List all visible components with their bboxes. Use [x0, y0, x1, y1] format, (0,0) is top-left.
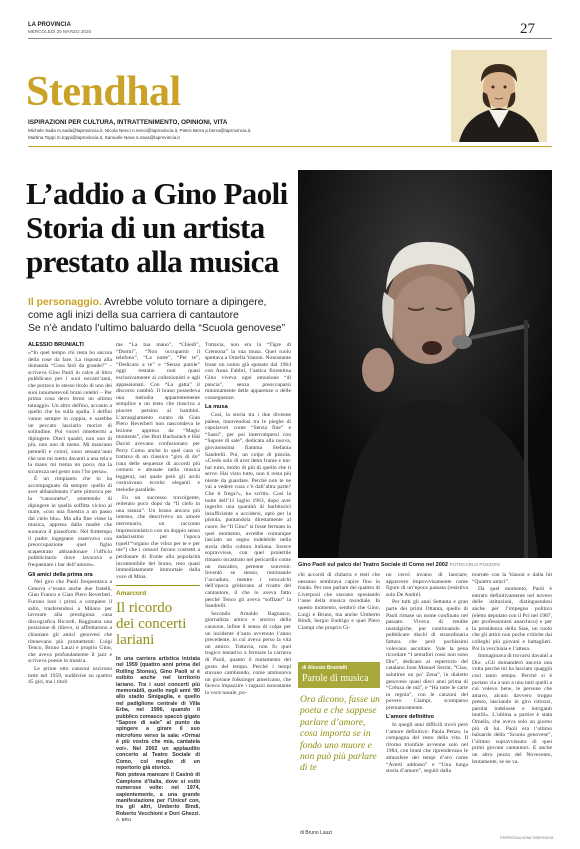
- deck-line-3: Se n’è andato l’ultimo baluardo della “Scuola genovese”: [28, 323, 286, 334]
- caption-text: Gino Paoli sul palco del Teatro Sociale di Como nel 2002: [298, 562, 449, 568]
- paragraph: Tuttavia, non era la “Tigre di Cremona” la sua musa. Quel ruolo spettava a Ornella Vanoni. Nonostante fosse un uomo già sposato dal 1964 con Anna Fabbri, l’antica fiorentina Gino viveva ogni emozione “di pancia”, senza preoccuparsi minimamente delle apparenze o delle conseguenze.: [205, 342, 291, 401]
- sidebar-title-line: dei concerti: [116, 616, 187, 632]
- paragraph: Così, la storia tra i due divenne palese, muovendosi tra le pieghe di capolavori come “Senza fine” e “Sassi”, per poi interrompersi con “Sapore di sale”, dedicata alla nuova, giovanissima fiamma Stefania Sandrelli. Poi, un colpo di pistola. «Credo solo di aver detto frame e me: hai tutto, molto di più di quello che ti serve. Hai visto tutto, non ti resta più niente da guardare. Perché non te ne vai a vedere cosa c’è dall’altra parte? Che ti frega?», ha scritto. Così la notte dell’11 luglio 1963, dopo aver ingerito una quantità di barbiturici insufficiente a uccidersi, optò per la pistola, puntandola direttamente al cuore. Se “Il Gino” si fosse fermato in quel momento, avrebbe comunque lasciato un segno indelebile nella storia della cultura italiana. Invece sopravvisse, con quel proiettile rimasto incastrato nel pericardio come un macabro, perenne souvenir. Inventò se stesso, ruminando l’accaduto, mentre i rotocalchi dell’epoca gridavano al ricatto del cantautore, il che lo aveva fatto perché Tenco gli aveva “soffiato” la Sandrelli.: [205, 411, 291, 610]
- article-column-5: [386, 572, 468, 840]
- photo-caption: [298, 562, 558, 568]
- quote-box-text: Ora dicono, fasse un poeta e che sappese parlare d’amore, cosa importa se in fondo uno muore e non può più parlare di te: [300, 694, 380, 774]
- article-column-3: [205, 342, 291, 840]
- issue-date: MERCOLEDÌ 25 MARZO 2026: [28, 29, 92, 34]
- paragraph: Da quel momento, Paoli è entrato definitivamente nel novero delle istituzioni, distinguendosi anche per l’impegno politico (eletto deputato con il Pci nel 1987, per professionisti anarchico) e per la presidenza della Siae, un ruolo che gli attirò non poche critiche dai colleghi più giovani e battaglieri. Poi la vecchiaia e l’attesa.: [472, 586, 552, 652]
- header-rule: [28, 38, 552, 39]
- sidebar-signature: A. BRU: [116, 817, 132, 823]
- subheading: La musa: [205, 404, 228, 411]
- section-tagline: ISPIRAZIONI PER CULTURA, INTRATTENIMENTO, OPINIONI, VITA: [28, 119, 228, 126]
- paragraph: no cercò invano di lanciare, apparvero improvvisamente come figure di un’epoca passata (resistiva solo De André).: [386, 572, 468, 598]
- paragraph: me “La tua mano”, “Chiedi”, “Dormi”, “Non occuparmi il telefono”, “La notte”, “Per te”, “Dedicato a te” e “Senza parole” oggi restano noti quasi esclusivamente ai collezionisti e agli appassionati. Con “La gatta” il discorso cambiò. Il brano possedeva una melodia apparentemente semplice e un testo che riusciva a piacere persino ai bambini. L’arrangiamento curato da Gian Piero Reverberi non nascondeva le lezione appresa da “Magic moments”, che Burt Bacharach e Hal David avevano confezionato per Perry Como anche in quel caso si trattava di un classico “giro di do” (una delle sequenze di accordi più comuni e abusate nella musica leggera), sul quale però gli archi costruivano eccelsi eleganti e melodie parallele.: [116, 342, 200, 494]
- headline-line-3: prestato alla musica: [26, 244, 279, 279]
- sidebar-title: [116, 600, 206, 648]
- article-photo: [298, 170, 552, 558]
- quote-box-header: [298, 662, 380, 688]
- copyright-note: ©RIPRODUZIONE RISERVATA: [500, 836, 554, 840]
- article-column-1: [28, 350, 112, 840]
- paragraph: Nel giro che Paoli frequentava a Genova c’erano anche due fratelli, Gian Franco e Gian Piero Reverberi. Furono loro i primi a compiere il salto, trasferendosi a Milano per lavorare alla prestigiosa casa discografica Ricordi. Raggiunta una posizione di rilievo, si affrettarono a chiamare gli amici genovesi che ritenevano più promettenti: Luigi Tenco, Bruno Lauzi e proprio Gino, che aveva profondamente il jazz e scriveva poesie in musica.: [28, 579, 112, 665]
- paragraph: [116, 772, 200, 823]
- headline-line-2: Storia di un artista: [26, 210, 265, 245]
- sidebar-title-line: Il ricordo: [116, 600, 173, 616]
- paragraph: È un rimpianto che lo ha accompagnato da sempre: quello di aver abbandonato l’arte pittorica per la “canzonetta”, smettendo di dipingere in quella soffitta vicino al mare, «con una finestra a un passo dal cielo blu». Ma alla fine vinse la musica, appresa dalla madre che suonava il pianoforte. Nel frattempo il padre ingegnere osservava con preoccupazione quel figlio scapestrato abbandonare l’ufficio pubblicitario dove lavorava e frequentare i bar dell’umore».: [28, 476, 112, 568]
- deck-line-2: come agli inizi della sua carriera di cantautore: [28, 310, 239, 321]
- sidebar-rule: [116, 585, 200, 586]
- paper-name: LA PROVINCIA: [28, 22, 71, 28]
- sidebar-kicker: Amarcord: [116, 590, 147, 597]
- subheading: L’amore definitivo: [386, 714, 434, 721]
- article-column-2: [116, 342, 200, 582]
- photo-credit: FOTOCARLO POZZONI: [449, 562, 500, 567]
- subheading: Gli amici della prima ora: [28, 571, 93, 578]
- paragraph: In quegli anni difficili trovò però l’amore definitivo: Paola Penzo, la compagna del resto della vita. Il ritorno trionfale avvenne solo nel 1984, con brani che riprendevano le atmosfere dei tempi d’oro come “Averti addosso” e “Una lunga storia d’amore”, seguiti dalla: [386, 722, 468, 775]
- article-column-4: [298, 572, 380, 656]
- paragraph: In una carriera artistica iniziata nel 1959 (quattro anni prima del Rolling Stones), Gino Paoli si è esibito anche nel territorio lariano. Tra i suoi concerti più memorabili, quello negli anni ‘80 allo stadio Sinigaglia, e quello nel padiglione centrale di Villa Erba, nel 1996, quando il pubblico comasco spaccò gigato “Sapore di sale” al punto da spingere a girare il suo microfono verso la sala: «Ormai è più vostra che mia, cantatela voi». Nel 2002 un applaudito concerto al Teatro Sociale di Como, col meglio di un repertorio già storico.: [116, 656, 200, 771]
- sidebar-title-line: lariani: [116, 632, 155, 648]
- article-column-6: [472, 572, 552, 834]
- paragraph: Fu un successo travolgente, reiterato poco dopo da “Il cielo in una stanza”. Un brano ancora più intenso, che descriveva un amore mercenario, un racconto impressionistico con un doppio senso audacissimo per l’epoca (quell’“organo che vibra per te e per me”) che i censori furono costretti a perdonare di fronte alla popolarità incontenibile del brano, reso quasi immediatamente immortale dalla voce di Mina.: [116, 494, 200, 580]
- quote-box-author: di Alessio Brunialti: [302, 665, 348, 671]
- section-rule: [28, 146, 552, 147]
- section-credits: Michele Sada m.sada@laprovincia.it, Nicola Nenci n.nenci@laprovincia.it, Pietro Berra p.berra@laprovincia.it,: [28, 128, 252, 133]
- article-deck: [28, 296, 293, 335]
- paragraph: «“In quel tempo chi resta ho ancora della cose da fare. La risposta alla domanda “Cosa farò da grande?” – scriveva Gino Paoli in calce al libro pubblicato per i suoi novant’anni, che portava lo stesso titolo di uno dei suoi innumerevoli brani celebri – Per prima cosa devo fermi un ultimo tatuaggio. Un altro delfino, accanto a quello che ho sulla spalla. I delfini vanno sempre in coppia, e sarebbe un peccato lasciarlo morire di solitudine. Poi vorrei rimettermi a dipingere. Dieci quadri, non uno di più, non uno di meno. Mi mancano pennelli e colori, sono sessant’anni che non mi metto davanti a una tela e la mano mi trema un poco, ma la sicurezza nel gesto non l’ho persa».: [28, 350, 112, 475]
- paragraph-text: Non poteva mancare il Casinò di Campione d’Italia, dove si esibì numerose volte: nel 1974, sapientemente, a una grande manifestazione per l’Unicef con, tra gli altri, Umberto Bindi, Roberto Vecchioni e Dori Ghezzi.: [116, 772, 200, 817]
- paragraph: tournée con la Vanoni e dalla hit “Quattro amici”.: [472, 572, 552, 585]
- deck-line-1: Avrebbe voluto tornare a dipingere,: [104, 297, 267, 308]
- deck-kicker: Il personaggio.: [28, 297, 102, 308]
- quote-box-title: Parole di musica: [302, 673, 369, 684]
- section-title: Stendhal: [26, 69, 181, 115]
- paragraph: Le prime otto canzoni uscirono tutte nel 1959, suddivise su quattro 45 giri, ma i titoli: [28, 665, 112, 686]
- stendhal-portrait: [451, 50, 547, 142]
- section-credits: Martina Toppi m.toppi@laprovincia.it, Samuele Nava s.nava@laprovincia.it: [28, 135, 180, 140]
- paragraph: Secondo Arnaldo Bagnasco, giornalista amico e storico della canzone, infine il senso di colpa per un incidente d’auto avvenuto l’anno precedente, in cui aveva perso la vita un amico. Tuttavia, non fu quel tragico tentativo a fermare la carriera di Paoli, quanto il mutamento del gusto del tempo. Perché i tempi stavano cambiando, come ammoniva un giovane folksinger americano, che faceva impazzire i ragazzi nonostante la voce nasale, po-: [205, 610, 291, 696]
- byline: ALESSIO BRUNIALTI: [28, 342, 84, 348]
- paragraph: Per tutti gli anni Settanta e gran parte dei primi Ottanta, quello di Paoli rimase un nome confinato nel passato. Viveva di rendite nostalgiche, pur continuando a pubblicare dischi di straordinaria fattura che però pochissimi volevano ascoltare. Vale la pena ricordare “I semafori rossi non sono Dio”, dedicato al repertorio del catalano Joan Manuel Serrat, “Ciao, salutime un po’ Zena”, in dialetto genovese quasi dieci anni prima di “Crêuza de mä”, e “Ha tutte le carte in regola”, con le canzoni del povero Ciampi, scomparso prematuramente.: [386, 599, 468, 711]
- paragraph: chi accordi di chitarra e testi che nessuno sembrava capire fino in fondo. Per non parlare dei quattro di Liverpool che stavano spostando l’asse della musica mondiale. In questo momento, sembrò che Gino, Luigi e Bruno, ma anche Umberto Bindi, Sergio Endrigo e quel Piero Ciampi che proprio Gi-: [298, 572, 380, 631]
- sidebar-body: [116, 656, 200, 840]
- page-number: 27: [520, 21, 535, 37]
- quote-box-source: di Bruno Lauzi: [300, 830, 332, 836]
- headline-line-1: L’addio a Gino Paoli: [26, 176, 288, 211]
- paragraph: Immaginava di trovarsi davanti a Dio: «Gli domanderò ancora una volta perché mi ha lasciato quaggiù così tanto tempo. Perché si è portato via a uno a uno tutti quelli a cui volevo bene, le persone che amavo, alcuni davvero troppo presto, lasciando in giro citrozzi, parolai indelosse e intrigantì inutili». L’ultima a partire è stata Ornella, che aveva solo un giorno più di lui. Paoli era l’ultimo baluardo della “Scuola genovese”, l’ultimo sopravvissuto di quei primi giovani cantautori. E anche un altro pezzo del Novecento, lentamente, se ne va.: [472, 653, 552, 765]
